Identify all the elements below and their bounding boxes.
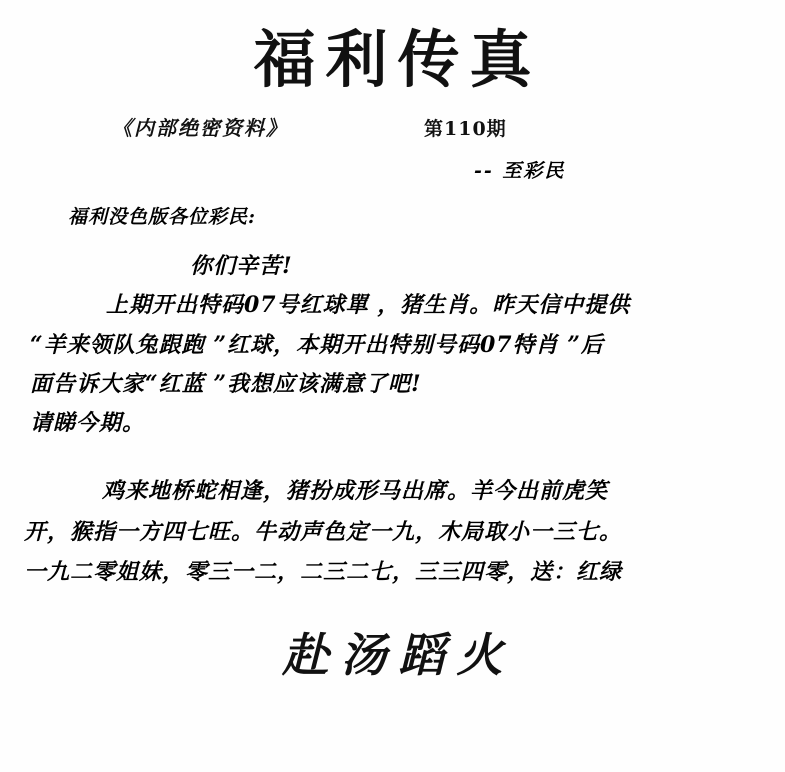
body-line-2: 上期开出特码07号红球單 ，猪生肖。昨天信中提供 bbox=[106, 292, 631, 319]
body-line-1: 你们辛苦! bbox=[190, 253, 293, 280]
verse-block bbox=[0, 471, 785, 593]
body-text bbox=[0, 247, 785, 443]
greeting-line: 福利没色版各位彩民: bbox=[68, 206, 257, 229]
body-line-5: 请睇今期。 bbox=[30, 409, 146, 436]
subheader-row bbox=[0, 112, 785, 146]
page-title: 福利传真 bbox=[253, 23, 542, 96]
confidential-label: 《内部绝密资料》 bbox=[112, 116, 288, 141]
addressee-label: -- 至彩民 bbox=[474, 160, 566, 183]
masthead bbox=[0, 0, 785, 94]
body-line-3: “羊来领队兔跟跑 ”红球，本期开出特别号码07特肖 ”后 bbox=[30, 331, 604, 358]
issue-number: 第110期 bbox=[424, 118, 507, 141]
verse-line-2: 开，猴指一方四七旺。牛动声色定一九，木局取小一三七。 bbox=[24, 518, 623, 545]
addressee-row bbox=[0, 156, 785, 190]
paragraph-spacer bbox=[0, 443, 785, 465]
body-line-4: 面告诉大家“红蓝 ”我想应该满意了吧! bbox=[30, 370, 422, 397]
footer-slogan: 赴汤蹈火 bbox=[282, 628, 515, 683]
verse-line-1: 鸡来地桥蛇相逢，猪扮成形马出席。羊今出前虎笑 bbox=[102, 477, 609, 504]
verse-line-3: 一九二零姐妹，零三一二，二三二七，三三四零，送：红绿 bbox=[24, 559, 623, 586]
